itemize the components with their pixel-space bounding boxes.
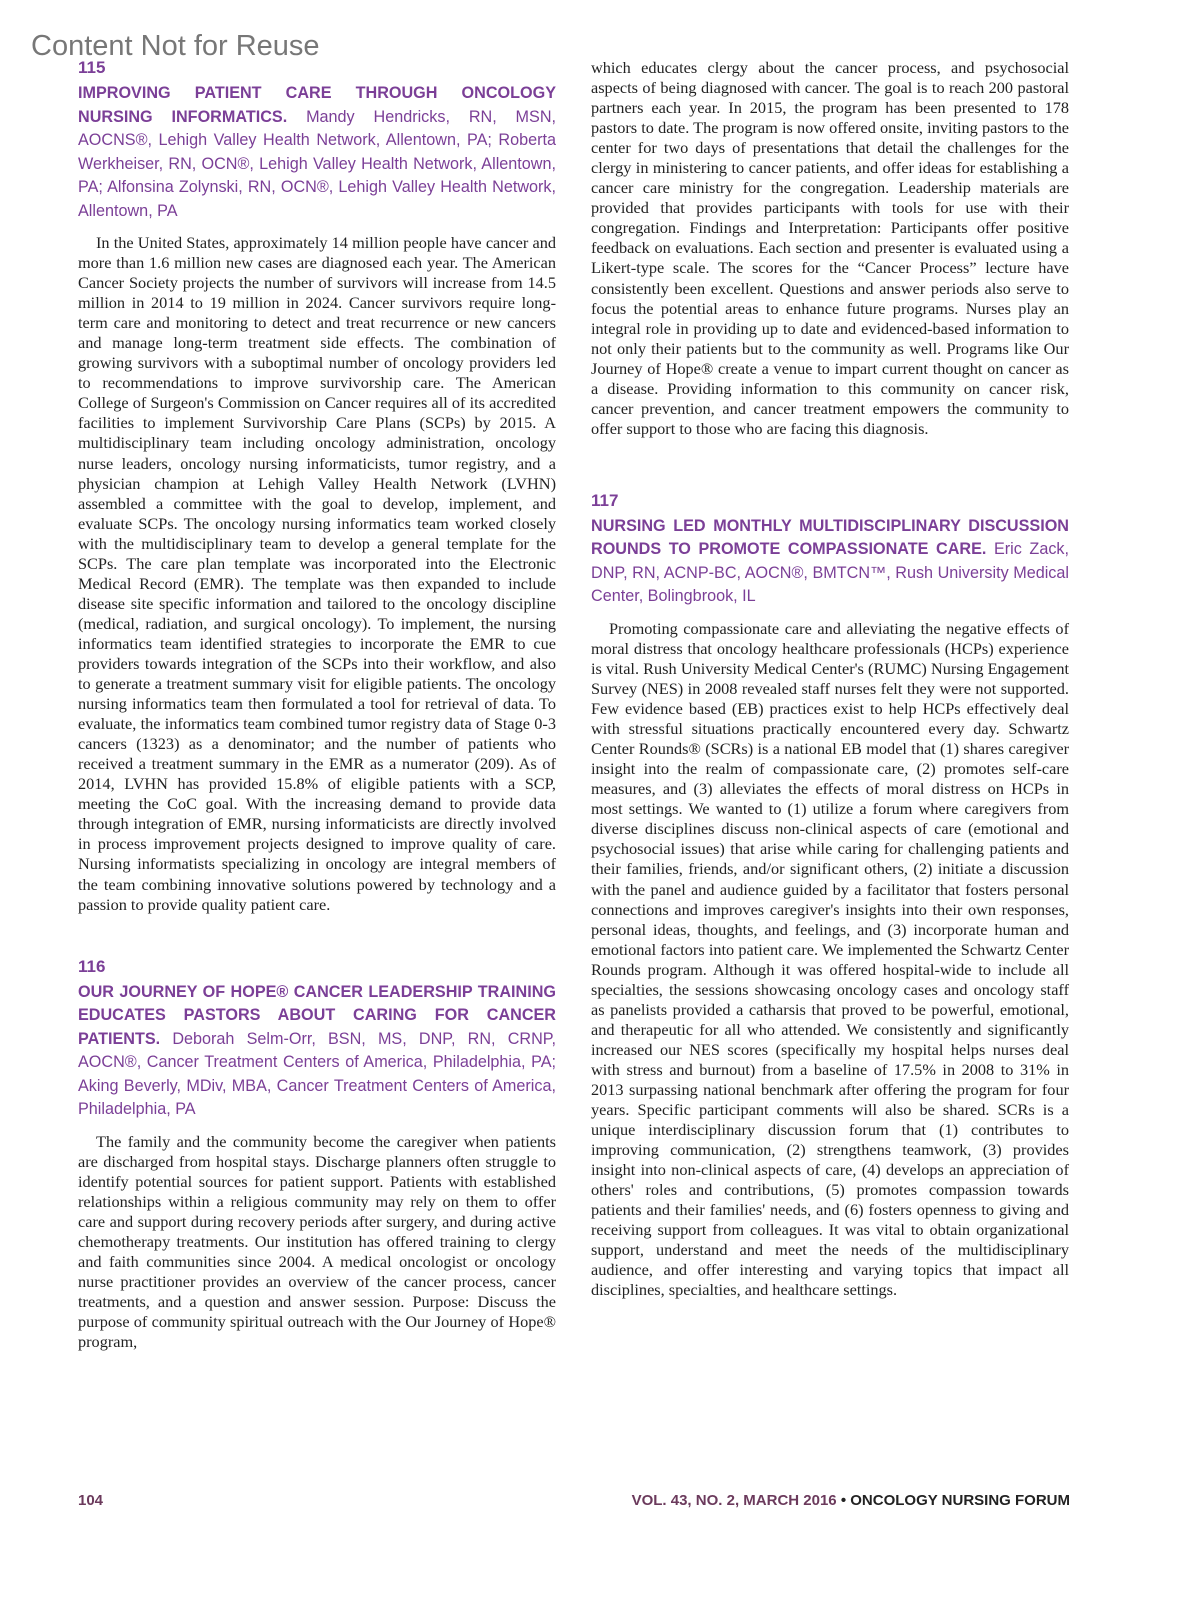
abstract-number: 115 [78,58,106,77]
journal-name: ONCOLOGY NURSING FORUM [850,1492,1070,1509]
abstract-heading [78,82,556,223]
abstract-116 [78,957,556,1353]
abstract-number: 117 [591,490,619,510]
abstract-title: OUR JOURNEY OF HOPE® CANCER LEADERSHIP TRAINING EDUCATES PASTORS ABOUT CARING FOR CANCER PATIENTS. [78,982,556,1048]
right-column [591,58,1069,1300]
left-column [78,58,556,1352]
abstract-body: In the United States, approximately 14 million people have cancer and more than 1.6 million new cases are diagnosed each year. The American Cancer Society projects the number of survivors will increase from 14.5 million in 2014 to 19 million in 2024. Cancer survivors require long-term care and monitoring to detect and treat recurrence or new cancers and manage long-term treatment side effects. The combination of growing survivors with a suboptimal number of oncology providers led to recommendations to improve survivorship care. The American College of Surgeon's Commission on Cancer requires all of its accredited facilities to implement Survivorship Care Plans (SCPs) by 2015. A multidisciplinary team including oncology administration, oncology nurse leaders, oncology nursing informaticists, tumor registry, and a physician champion at Lehigh Valley Health Network (LVHN) assembled a committee with the goal to develop, implement, and evaluate SCPs. The oncology nursing informatics team worked closely with the multidisciplinary team to develop a general template for the SCPs. The care plan template was incorporated into the Electronic Medical Record (EMR). The template was then expanded to include disease site specific information and tailored to the oncology discipline (medical, radiation, and surgical oncology). To implement, the nursing informatics team identified strategies to incorporate the EMR to cue providers towards integration of the SCPs into their workflow, and also to generate a treatment summary visit for eligible patients. The oncology nursing informatics team then formulated a tool for retrieval of data. To evaluate, the informatics team combined tumor registry data of Stage 0-3 cancers (1323) as a denominator; and the number of patients who received a treatment summary in the EMR as a numerator (209). As of 2014, LVHN has provided 15.8% of eligible patients with a SCP, meeting the CoC goal. With the increasing demand to provide data through integration of EMR, nursing informaticists are directly involved in process improvement projects designed to improve quality of care. Nursing informatists specializing in oncology are integral members of the team combining innovative solutions powered by technology and a passion to provide quality patient care. [78,233,556,914]
abstract-117 [591,491,1069,1301]
page-number: 104 [78,1492,104,1509]
abstract-authors: Mandy Hendricks, RN, MSN, AOCNS®, Lehigh Valley Health Network, Allentown, PA; Roberta Werkheiser, RN, OCN®, Lehigh Valley Health Network, Allentown, PA; Alfonsina Zolynski, RN, OCN®, Lehigh Valley Health Network, Allentown, PA [78,107,557,220]
watermark: Content Not for Reuse [31,30,320,62]
abstract-heading [78,981,556,1122]
abstract-body-continued: which educates clergy about the cancer process, and psychosocial aspects of being diagnosed with cancer. The goal is to reach 200 pastoral partners each year. In 2015, the program has been presented to 178 pastors to date. The program is now offered onsite, inviting pastors to the center for two days of presentations that detail the challenges for the clergy in ministering to cancer patients, and offer ideas for establishing a cancer care ministry for the congregation. Leadership materials are provided that provides participants with tools for use with their congregation. Findings and Interpretation: Participants offer positive feedback on evaluations. Each section and presenter is evaluated using a Likert-type scale. The scores for the “Cancer Process” lecture have consistently been excellent. Questions and answer periods also serve to focus the potential areas to enhance future programs. Nurses play an integral role in providing up to date and evidenced-based information to not only their patients but to the community as well. Programs like Our Journey of Hope® create a venue to impart current thought on cancer as a disease. Providing information to this community on cancer risk, cancer prevention, and cancer treatment empowers the community to offer support to those who are facing this diagnosis. [591,58,1069,438]
abstract-authors: Deborah Selm-Orr, BSN, MS, DNP, RN, CRNP, AOCN®, Cancer Treatment Centers of America, Philadelphia, PA; Aking Beverly, MDiv, MBA, Cancer Treatment Centers of America, Philadelphia, PA [78,1029,556,1119]
running-footer [632,1492,1070,1509]
abstract-body: The family and the community become the caregiver when patients are discharged from hospital stays. Discharge planners often struggle to identify potential sources for patient support. Patients with established relationships within a religious community may rely on them to offer care and support during recovery periods after surgery, and during active chemotherapy treatments. Our institution has offered training to clergy and faith communities since 2004. A medical oncologist or oncology nurse practitioner provides an overview of the cancer process, cancer treatments, and a question and answer session. Purpose: Discuss the purpose of community spiritual outreach with the Our Journey of Hope® program, [78,1131,556,1352]
abstract-115 [78,58,556,915]
issue-info: VOL. 43, NO. 2, MARCH 2016 [631,1492,837,1509]
abstract-title: NURSING LED MONTHLY MULTIDISCIPLINARY DISCUSSION ROUNDS TO PROMOTE COMPASSIONATE CARE. [591,516,1069,559]
abstract-title: IMPROVING PATIENT CARE THROUGH ONCOLOGY NURSING INFORMATICS. [78,84,556,126]
abstract-body: Promoting compassionate care and alleviating the negative effects of moral distress that oncology healthcare professionals (HCPs) experience is vital. Rush University Medical Center's (RUMC) Nursing Engagement Survey (NES) in 2008 revealed staff nurses felt they were not supported. Few evidence based (EB) practices exist to help HCPs effectively deal with stressful situations practically encountered every day. Schwartz Center Rounds® (SCRs) is a national EB model that (1) shares caregiver insight into the realm of compassionate care, (2) promotes self-care measures, and (3) alleviates the effects of moral distress on HCPs in most settings. We wanted to (1) utilize a forum where caregivers from diverse disciplines discuss non-clinical aspects of care (emotional and psychosocial issues) that arise while caring for challenging patients and their families, friends, and/or significant others, (2) initiate a discussion with the panel and audience guided by a facilitator that fosters personal connections and improves caregiver's insights into their own responses, personal ideas, thoughts, and feelings, and (3) incorporate human and emotional factors into patient care. We implemented the Schwartz Center Rounds program. Although it was offered hospital-wide to include all specialties, the sessions showcasing oncology cases and oncology staff as panelists provided a catharsis that proved to be powerful, emotional, and therapeutic for all who attended. We consistently and significantly increased our NES scores (specifically my hospital helps nurses deal with stress and burnout) from a baseline of 17.5% in 2008 to 31% in 2013 surpassing national benchmark after offering the program for four years. Specific participant comments will also be shared. SCRs is a unique interdisciplinary discussion forum that (1) contributes to improving communication, (2) strengthens teamwork, (3) provides insight into non-clinical aspects of care, (4) develops an appreciation of others' roles and contributions, (5) promotes compassion towards patients and their families' needs, and (6) fosters openness to giving and receiving support from colleagues. It was vital to obtain organizational support, understand and meet the needs of the multidisciplinary audience, and offer interesting and varying topics that impact all disciplines, specialties, and healthcare settings. [591,618,1069,1300]
separator: • [840,1492,847,1509]
abstract-number: 116 [78,956,106,976]
abstract-heading [591,515,1069,609]
abstract-authors: Eric Zack, DNP, RN, ACNP-BC, AOCN®, BMTCN™, Rush University Medical Center, Bolingbrook, IL [591,540,1070,606]
